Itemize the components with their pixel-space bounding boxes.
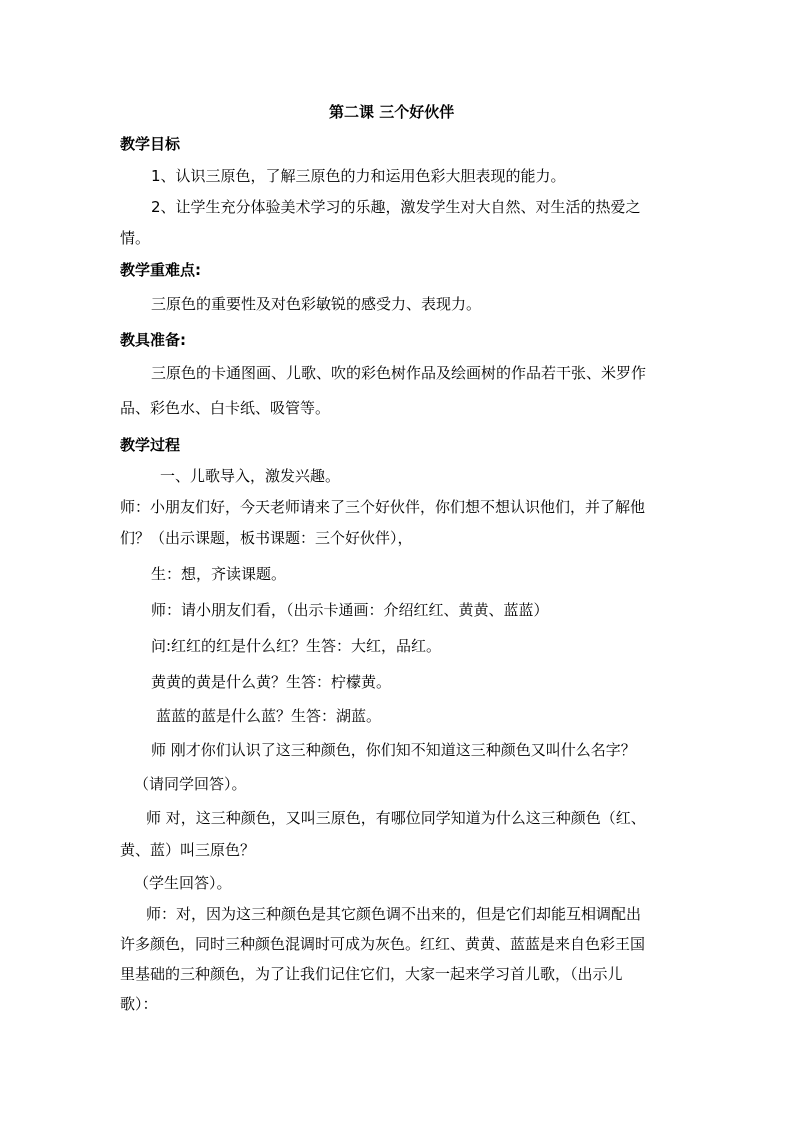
key-points-heading: 教学重难点:	[120, 261, 201, 279]
objective-2-line-2: 情。	[120, 229, 151, 247]
process-heading: 教学过程	[120, 436, 181, 454]
process-line: 一、儿歌导入，激发兴趣。	[160, 467, 341, 485]
materials-heading: 教具准备:	[120, 331, 186, 349]
objective-1: 1、认识三原色，了解三原色的力和运用色彩大胆表现的能力。	[151, 167, 566, 185]
process-line: 师 刚才你们认识了这三种颜色，你们知不知道这三种颜色又叫什么名字？	[151, 741, 636, 759]
process-line: 黄、蓝）叫三原色？	[120, 841, 256, 859]
page-title: 第二课 三个好伙伴	[329, 103, 455, 121]
process-line: （请同学回答）。	[134, 775, 247, 793]
key-points-text: 三原色的重要性及对色彩敏锐的感受力、表现力。	[151, 295, 482, 313]
objective-2-line-1: 2、让学生充分体验美术学习的乐趣，激发学生对大自然、对生活的热爱之	[151, 198, 641, 216]
process-line: 里基础的三种颜色，为了让我们记住它们，大家一起来学习首儿歌，（出示儿	[120, 965, 623, 983]
process-line: 师：请小朋友们看，（出示卡通画：介绍红红、黄黄、蓝蓝）	[151, 601, 549, 619]
process-line: 师 对，这三种颜色，又叫三原色，有哪位同学知道为什么这三种颜色（红、	[146, 809, 646, 827]
materials-line-1: 三原色的卡通图画、儿歌、吹的彩色树作品及绘画树的作品若干张、米罗作	[151, 364, 647, 382]
process-line: 歌）：	[120, 995, 158, 1013]
process-line: 师：小朋友们好，今天老师请来了三个好伙伴，你们想不想认识他们，并了解他	[120, 498, 646, 516]
process-line: 师：对，因为这三种颜色是其它颜色调不出来的，但是它们却能互相调配出	[146, 905, 642, 923]
process-line: 们？（出示课题，板书课题：三个好伙伴），	[120, 529, 413, 547]
materials-line-2: 品、彩色水、白卡纸、吸管等。	[120, 399, 331, 417]
process-line: 生：想，齐读课题。	[151, 565, 287, 583]
objectives-heading: 教学目标	[120, 135, 181, 153]
process-line: （学生回答）。	[134, 874, 232, 892]
process-line: 许多颜色，同时三种颜色混调时可成为灰色。红红、黄黄、蓝蓝是来自色彩王国	[120, 935, 646, 953]
process-line: 问:红红的红是什么红？生答：大红，品红。	[151, 637, 442, 655]
process-line: 蓝蓝的蓝是什么蓝？生答：湖蓝。	[156, 707, 382, 725]
process-line: 黄黄的黄是什么黄？生答：柠檬黄。	[151, 673, 392, 691]
